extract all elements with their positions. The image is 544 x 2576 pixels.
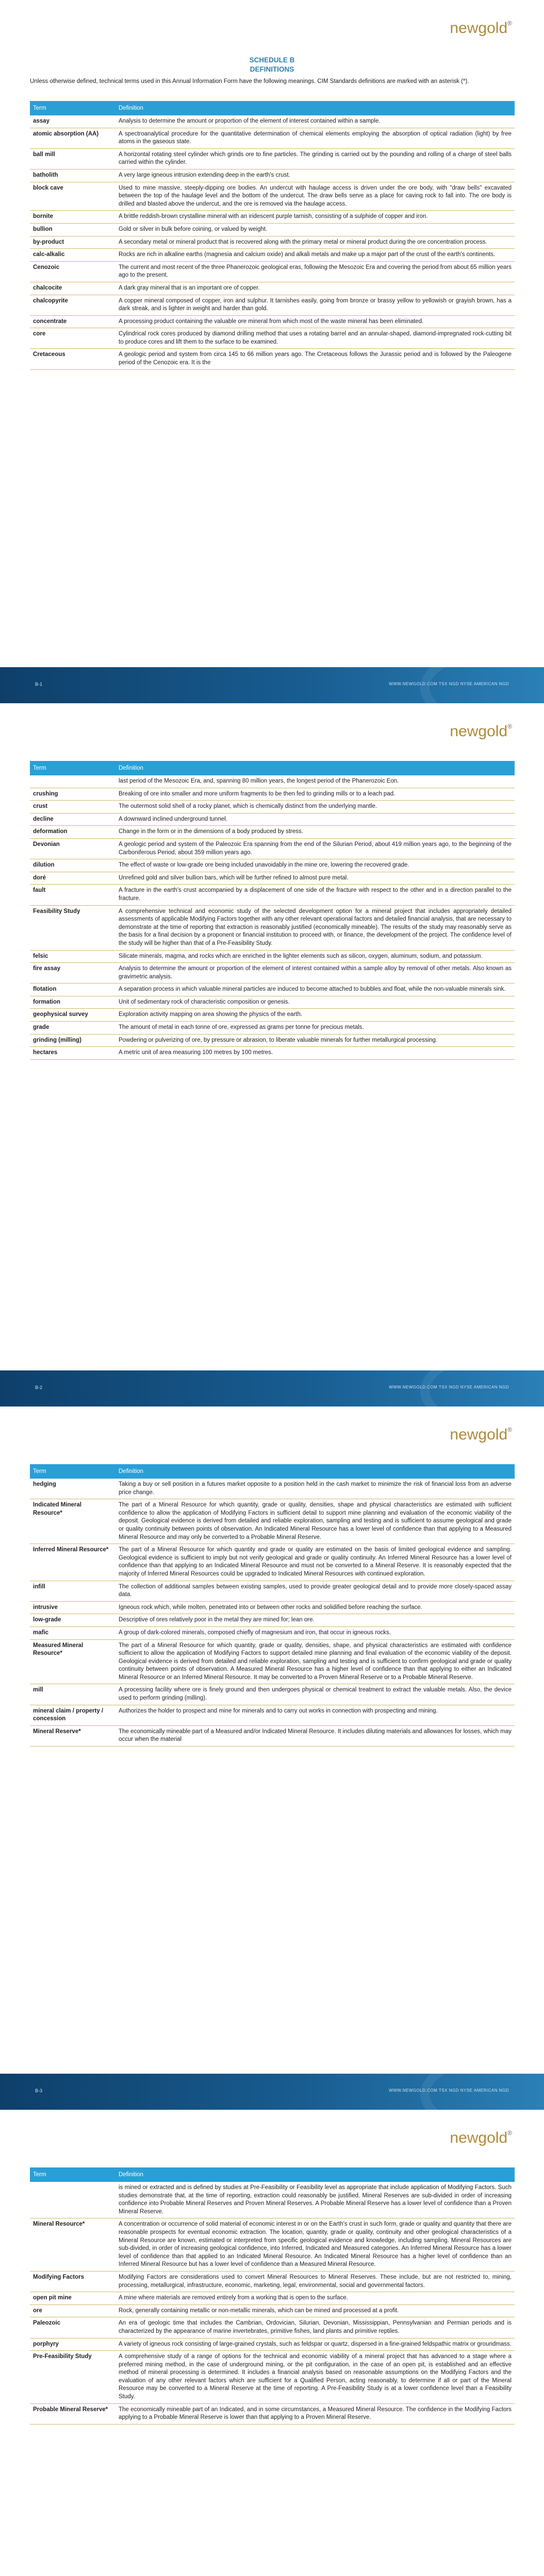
page-footer [0,667,544,703]
page-footer [0,2074,544,2110]
definition-row [30,315,515,328]
page-1 [0,0,544,703]
definition-row [30,1705,515,1725]
newgold-logo: newgold® [450,723,512,740]
term-cell: Feasibility Study [30,905,116,950]
definition-cell: The economically mineable part of a Measured and/or Indicated Mineral Resource. It includes diluting materials and allowances for losses, which may occur when the material [116,1725,515,1746]
term-cell: doré [30,872,116,885]
definition-cell: Breaking of ore into smaller and more uniform fragments to be then fed to grinding mills or to a leach pad. [116,788,515,801]
definition-cell: Modifying Factors are considerations used to convert Mineral Resources to Mineral Reserves. These include, but are not restricted to, mining, processing, metallurgical, infrastructure, economic, marketing, legal, environmental, social and governmental factors. [116,2271,515,2292]
definition-cell: A secondary metal or mineral product that is recovered along with the primary metal or mineral product during the ore concentration process. [116,236,515,249]
definition-cell: A comprehensive technical and economic study of the selected development option for a mineral project that includes appropriately detailed assessments of applicable Modifying Factors together with any other relevant operational factors and detailed financial analysis, that are necessary to demonstrate at the time of reporting that extraction is reasonably justified (economically mineable). The results of the study may reasonably serve as the basis for a final decision by a proponent or financial institution to proceed with, or finance, the development of the project. The confidence level of the study will be higher than that of a Pre-Feasibility Study. [116,905,515,950]
definition-row [30,859,515,872]
definition-cell: Gold or silver in bulk before coining, or valued by weight. [116,223,515,236]
term-cell: Inferred Mineral Resource* [30,1544,116,1581]
definition-cell: A comprehensive study of a range of options for the technical and economic viability of a mineral project that has advanced to a stage where a preferred mining method, in the case of underground mining, or the pit configuration, in the case of an open pit, is established and an effective method of mineral processing is determined. It includes a financial analysis based on reasonable assumptions on the Modifying Factors and the evaluation of any other relevant factors which are sufficient for a Qualified Person, acting reasonably, to determine if all or part of the Mineral Resource may be converted to a Mineral Reserve at the time of reporting. A Pre-Feasibility Study is at a lower confidence level than a Feasibility Study. [116,2351,515,2404]
definition-cell: Used to mine massive, steeply-dipping ore bodies. An undercut with haulage access is driven under the ore body, with "draw bells" excavated between the top of the haulage level and the bottom of the undercut. The draw bells serve as a place for caving rock to fall into. The ore body is drilled and blasted above the undercut, and the ore is removed via the haulage access. [116,182,515,211]
term-cell: core [30,328,116,349]
definition-cell: A mine where materials are removed entirely from a working that is open to the surface. [116,2292,515,2305]
term-cell: atomic absorption (AA) [30,128,116,148]
definition-row [30,2182,515,2218]
term-cell: mafic [30,1626,116,1639]
definition-row [30,148,515,169]
term-cell: hectares [30,1047,116,1060]
definition-column-header: Definition [116,761,515,775]
definition-cell: The amount of metal in each tonne of ore, expressed as grams per tonne for precious metals. [116,1022,515,1035]
website-link[interactable]: WWW.NEWGOLD.COM TSX NGD NYSE AMERICAN NGD [389,2088,509,2093]
definition-cell: A group of dark-colored minerals, composed chiefly of magnesium and iron, that occur in igneous rocks. [116,1626,515,1639]
term-cell [30,775,116,788]
definition-cell: Analysis to determine the amount or proportion of the element of interest contained within a sample alloy by removal of other metals. Also known as gravimetric analysis. [116,963,515,984]
definition-cell: A concentration or occurrence of solid material of economic interest in or on the Earth's crust in such form, grade or quality and quantity that there are reasonable prospects for eventual economic extraction. The location, quantity, grade or quality, continuity and other geological characteristics of a Mineral Resource are known, estimated or interpreted from specific geological evidence and knowledge, including sampling. Mineral Resources are sub-divided, in order of increasing geological confidence, into Inferred, Indicated and Measured categories. An Inferred Mineral Resource has a lower level of confidence than that applied to an Indicated Mineral Resource. An Indicated Mineral Resource has a higher level of confidence than an Inferred Mineral Resource but has a lower level of confidence than a Measured Mineral Resource. [116,2218,515,2272]
term-cell: crust [30,801,116,814]
term-cell: low-grade [30,1614,116,1627]
definition-row [30,1601,515,1614]
definition-row [30,2317,515,2338]
definition-cell: A geologic period and system of the Paleozoic Era spanning from the end of the Silurian Period, about 419 million years ago, to the beginning of the Carboniferous Period, about 359 million years ago. [116,838,515,859]
term-cell: Cenozoic [30,261,116,282]
term-cell [30,2182,116,2218]
definition-row [30,349,515,369]
definition-cell: Unit of sedimentary rock of characteristic composition or genesis. [116,996,515,1009]
definition-row [30,1022,515,1035]
term-cell: geophysical survey [30,1009,116,1022]
definition-row [30,2403,515,2424]
definition-cell: The effect of waste or low-grade ore being included unavoidably in the mine ore, lowering the recovered grade. [116,859,515,872]
definition-cell: A separation process in which valuable mineral particles are induced to become attached to bubbles and float, while the non-valuable minerals sink. [116,984,515,996]
term-column-header: Term [30,2167,116,2182]
definition-cell: The outermost solid shell of a rocky planet, which is chemically distinct from the underlying mantle. [116,801,515,814]
definition-row [30,950,515,963]
definition-cell: A geologic period and system from circa 145 to 66 million years ago. The Cretaceous follows the Jurassic period and is followed by the Paleogene period of the Cenozoic era. It is the [116,349,515,369]
term-cell: flotation [30,984,116,996]
definition-cell: Cylindrical rock cores produced by diamond drilling method that uses a rotating barrel and an annular-shaped, diamond-impregnated rock-cutting bit to produce cores and lift them to the surface to be examined. [116,328,515,349]
definition-cell: Powdering or pulverizing of ore, by pressure or abrasion, to liberate valuable minerals for further metallurgical processing. [116,1034,515,1047]
term-cell: formation [30,996,116,1009]
definition-row [30,1639,515,1684]
definition-cell: Exploration activity mapping on area showing the physics of the earth. [116,1009,515,1022]
definition-cell: A very large igneous intrusion extending deep in the earth's crust. [116,169,515,182]
definition-cell: A processing product containing the valuable ore mineral from which most of the waste mineral has been eliminated. [116,315,515,328]
term-cell: bornite [30,211,116,224]
definition-column-header: Definition [116,2167,515,2182]
term-cell: bullion [30,223,116,236]
definition-row [30,1581,515,1601]
term-cell: assay [30,115,116,128]
schedule-title: SCHEDULE B [249,56,295,64]
definition-row [30,813,515,826]
definition-row [30,885,515,905]
definition-cell: is mined or extracted and is defined by studies at Pre-Feasibility or Feasibility level as appropriate that include application of Modifying Factors. Such studies demonstrate that, at the time of reporting, extraction could reasonably be justified. Mineral Reserves are sub-divided in order of increasing confidence into Probable Mineral Reserves and Proven Mineral Reserves. A Probable Mineral Reserve has a lower level of confidence than a Proven Mineral Reserve. [116,2182,515,2218]
page-2 [0,703,544,1406]
definitions-table [30,2167,515,2425]
definition-cell: The current and most recent of the three Phanerozoic geological eras, following the Mesozoic Era and covering the period from about 65 million years ago to the present. [116,261,515,282]
definition-cell: Authorizes the holder to prospect and mine for minerals and to carry out works in connection with prospecting and mining. [116,1705,515,1725]
page-number: B-3 [35,2088,43,2093]
term-cell: crushing [30,788,116,801]
definition-row [30,1499,515,1544]
definition-row [30,328,515,349]
definition-cell: A horizontal rotating steel cylinder which grinds ore to fine particles. The grinding is carried out by the pounding and rolling of a charge of steel balls carried within the cylinder. [116,148,515,169]
definition-row [30,2218,515,2272]
definition-row [30,2338,515,2351]
definition-row [30,261,515,282]
definition-row [30,2351,515,2404]
definition-row [30,1684,515,1705]
term-cell: hedging [30,1479,116,1499]
newgold-logo: newgold® [450,2129,512,2146]
definition-row [30,801,515,814]
term-cell: open pit mine [30,2292,116,2305]
intro-paragraph: Unless otherwise defined, technical terms used in this Annual Information Form have the following meanings. CIM Standards definitions are marked with an asterisk (*). [30,78,469,84]
definition-cell: A downward inclined underground tunnel. [116,813,515,826]
newgold-logo: newgold® [450,20,512,37]
term-cell: felsic [30,950,116,963]
definition-row [30,872,515,885]
term-cell: concentrate [30,315,116,328]
definition-row [30,905,515,950]
term-cell: Modifying Factors [30,2271,116,2292]
term-cell: Mineral Reserve* [30,1725,116,1746]
definition-row [30,838,515,859]
definition-row [30,788,515,801]
definition-row [30,2271,515,2292]
definition-row [30,2292,515,2305]
definition-cell: Igneous rock which, while molten, penetrated into or between other rocks and solidified before reaching the surface. [116,1601,515,1614]
definition-row [30,1725,515,1746]
page-footer [0,1370,544,1406]
definition-cell: An era of geologic time that includes the Cambrian, Ordovician, Silurian, Devonian, Mississippian, Pennsylvanian and Permian periods and is characterized by the appearance of marine invertebrates, primitive fishes, land plants and primitive reptiles. [116,2317,515,2338]
definition-row [30,282,515,295]
page-3 [0,1406,544,2110]
definition-row [30,249,515,262]
definition-row [30,1034,515,1047]
definitions-table [30,101,515,370]
term-cell: Pre-Feasibility Study [30,2351,116,2404]
definition-cell: A processing facility where ore is finely ground and then undergoes physical or chemical treatment to extract the valuable metals. Also, the device used to perform grinding (milling). [116,1684,515,1705]
definition-row [30,1479,515,1499]
term-cell: ball mill [30,148,116,169]
term-cell: grinding (milling) [30,1034,116,1047]
term-cell: chalcopyrite [30,295,116,315]
term-cell: Indicated Mineral Resource* [30,1499,116,1544]
definition-cell: The part of a Mineral Resource for which quantity and grade or quality are estimated on the basis of limited geological evidence and sampling. Geological evidence is sufficient to imply but not verify geological and grade or quality continuity. An Inferred Mineral Resource has a lower level of confidence than that applying to an Indicated Mineral Resource and must not be converted to a Mineral Reserve. It is reasonably expected that the majority of Inferred Mineral Resources could be upgraded to Indicated Mineral Resources with continued exploration. [116,1544,515,1581]
definition-row [30,1009,515,1022]
definition-column-header: Definition [116,101,515,115]
definition-cell: A copper mineral composed of copper, iron and sulphur. It tarnishes easily, going from bronze or brassy yellow to yellowish or grayish brown, has a dark streak, and is lighter in weight and harder than gold. [116,295,515,315]
term-cell: chalcocite [30,282,116,295]
term-cell: batholith [30,169,116,182]
definition-row [30,996,515,1009]
definition-row [30,984,515,996]
page-4 [0,2110,544,2576]
definition-cell: Rocks are rich in alkaline earths (magnesia and calcium oxide) and alkali metals and make up a major part of the crust of the earth's continents. [116,249,515,262]
definition-cell: Taking a buy or sell position in a futures market opposite to a position held in the cash market to minimize the risk of financial loss from an adverse price change. [116,1479,515,1499]
definition-cell: A spectroanalytical procedure for the quantitative determination of chemical elements employing the absorption of optical radiation (light) by free atoms in the gaseous state. [116,128,515,148]
term-column-header: Term [30,761,116,775]
term-cell: block cave [30,182,116,211]
definition-cell: Silicate minerals, magma, and rocks which are enriched in the lighter elements such as silicon, oxygen, aluminum, sodium, and potassium. [116,950,515,963]
term-cell: Measured Mineral Resource* [30,1639,116,1684]
term-cell: calc-alkalic [30,249,116,262]
term-cell: by-product [30,236,116,249]
definition-row [30,295,515,315]
definition-cell: Descriptive of ores relatively poor in the metal they are mined for; lean ore. [116,1614,515,1627]
definition-row [30,1544,515,1581]
term-cell: deformation [30,826,116,839]
term-column-header: Term [30,101,116,115]
definition-row [30,128,515,148]
definition-cell: Rock, generally containing metallic or non-metallic minerals, which can be mined and processed at a profit. [116,2304,515,2317]
definition-row [30,963,515,984]
schedule-subtitle: DEFINITIONS [250,65,294,73]
term-cell: dilution [30,859,116,872]
term-cell: Paleozoic [30,2317,116,2338]
term-cell: Mineral Resource* [30,2218,116,2272]
definition-cell: The part of a Mineral Resource for which quantity, grade or quality, densities, shape, and physical characteristics are estimated with confidence sufficient to allow the application of Modifying Factors to support detailed mine planning and final evaluation of the economic viability of the deposit. Geological evidence is derived from detailed and reliable exploration, sampling and testing and is sufficient to confirm geological and grade or quality continuity between points of observation. A Measured Mineral Resource has a higher level of confidence than that applying to either an Indicated Mineral Resource or an Inferred Mineral Resource. It may be converted to a Proven Mineral Reserve or to a Probable Mineral Reserve. [116,1639,515,1684]
definition-cell: The collection of additional samples between existing samples, used to provide greater geological detail and to provide more closely-spaced assay data. [116,1581,515,1601]
definition-cell: Analysis to determine the amount or proportion of the element of interest contained within a sample. [116,115,515,128]
definition-cell: A brittle reddish-brown crystalline mineral with an iridescent purple tarnish, consisting of a sulphide of copper and iron. [116,211,515,224]
term-cell: infill [30,1581,116,1601]
definition-row [30,1626,515,1639]
definition-row [30,182,515,211]
term-cell: intrusive [30,1601,116,1614]
term-cell: porphyry [30,2338,116,2351]
newgold-logo: newgold® [450,1426,512,1443]
definition-row [30,1614,515,1627]
term-cell: Devonian [30,838,116,859]
definition-row [30,115,515,128]
term-cell: fire assay [30,963,116,984]
term-column-header: Term [30,1464,116,1479]
definition-cell: last period of the Mesozoic Era, and, spanning 80 million years, the longest period of the Phanerozoic Eon. [116,775,515,788]
website-link[interactable]: WWW.NEWGOLD.COM TSX NGD NYSE AMERICAN NGD [389,682,509,686]
definitions-table [30,761,515,1060]
definition-cell: The economically mineable part of an Indicated, and in some circumstances, a Measured Mineral Resource. The confidence in the Modifying Factors applying to a Probable Mineral Reserve is lower than that applying to a Proven Mineral Reserve. [116,2403,515,2424]
definition-row [30,2304,515,2317]
term-cell: ore [30,2304,116,2317]
schedule-header [0,56,544,74]
definition-column-header: Definition [116,1464,515,1479]
definition-cell: A dark gray mineral that is an important ore of copper. [116,282,515,295]
definition-row [30,826,515,839]
definition-row [30,223,515,236]
page-number: B-2 [35,1385,43,1390]
definition-row [30,775,515,788]
definitions-table [30,1464,515,1747]
term-cell: grade [30,1022,116,1035]
term-cell: Cretaceous [30,349,116,369]
website-link[interactable]: WWW.NEWGOLD.COM TSX NGD NYSE AMERICAN NGD [389,1385,509,1389]
definition-row [30,236,515,249]
definition-row [30,1047,515,1060]
definition-row [30,169,515,182]
term-cell: mill [30,1684,116,1705]
definition-cell: Change in the form or in the dimensions of a body produced by stress. [116,826,515,839]
definition-cell: A metric unit of area measuring 100 metres by 100 metres. [116,1047,515,1060]
definition-cell: Unrefined gold and silver bullion bars, which will be further refined to almost pure metal. [116,872,515,885]
term-cell: mineral claim / property / concession [30,1705,116,1725]
definition-cell: A variety of igneous rock consisting of large-grained crystals, such as feldspar or quartz, dispersed in a fine-grained feldspathic matrix or groundmass. [116,2338,515,2351]
term-cell: Probable Mineral Reserve* [30,2403,116,2424]
term-cell: fault [30,885,116,905]
term-cell: decline [30,813,116,826]
definition-cell: A fracture in the earth's crust accompanied by a displacement of one side of the fracture with respect to the other and in a direction parallel to the fracture. [116,885,515,905]
page-number: B-1 [35,682,43,687]
definition-row [30,211,515,224]
definition-cell: The part of a Mineral Resource for which quantity, grade or quality, densities, shape and physical characteristics are estimated with sufficient confidence to allow the application of Modifying Factors in sufficient detail to support mine planning and evaluation of the economic viability of the deposit. Geological evidence is derived from detailed and reliable exploration, sampling and testing and is sufficient to assume geological and grade or quality continuity between points of observation. An Indicated Mineral Resource has a lower level of confidence than that applying to a Measured Mineral Resource and may only be converted to a Probable Mineral Reserve. [116,1499,515,1544]
